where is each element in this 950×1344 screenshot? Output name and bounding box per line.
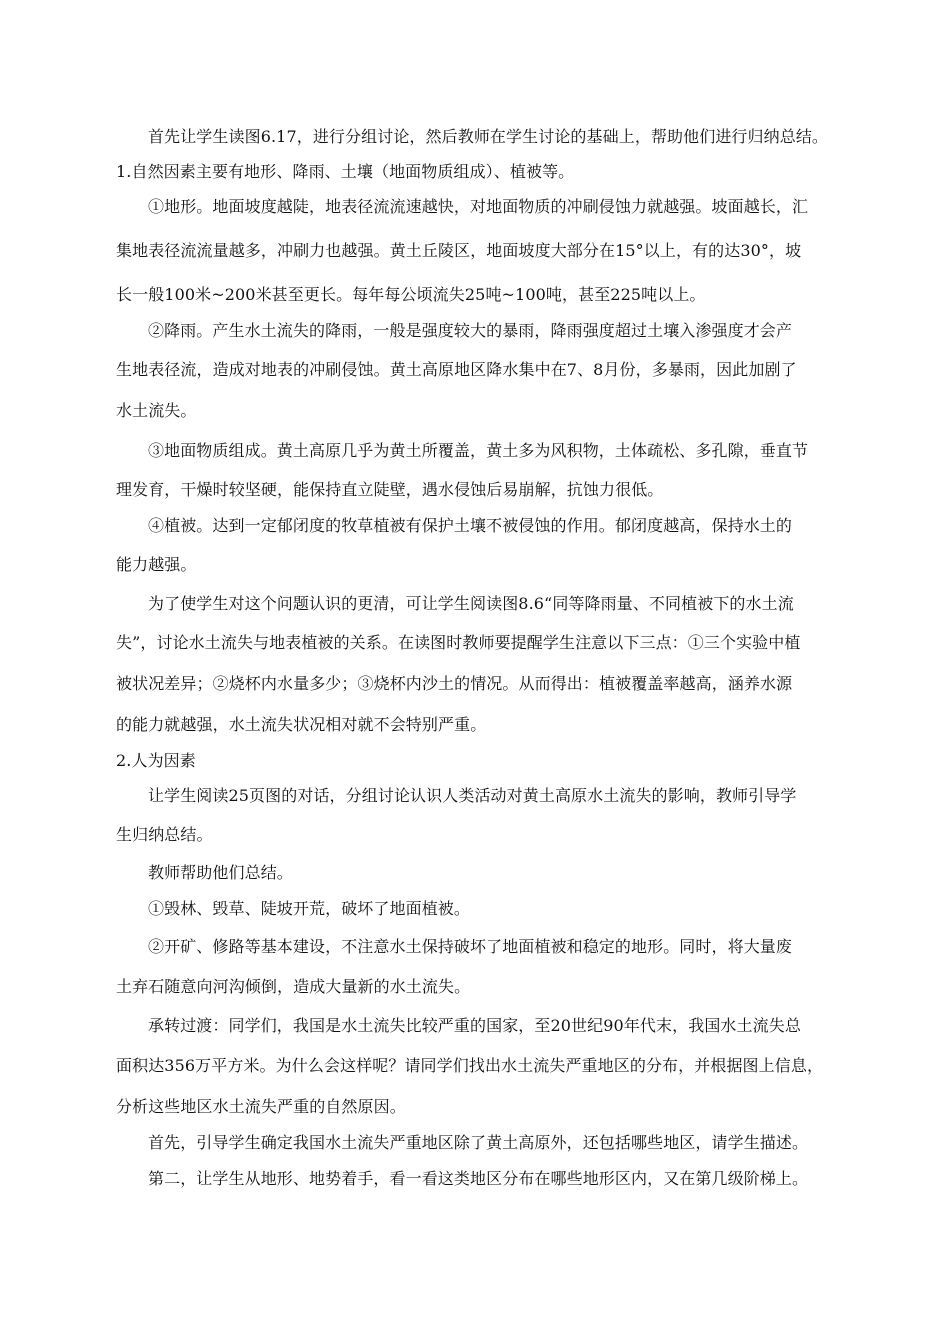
paragraph-vegetation-line-1: ④植被。达到一定郁闭度的牧草植被有保护土壤不被侵蚀的作用。郁闭度越高，保持水土的 <box>148 516 793 535</box>
paragraph-figure-line-4: 的能力就越强，水土流失状况相对就不会特别严重。 <box>116 715 487 734</box>
heading-natural-factors: 1.自然因素主要有地形、降雨、土壤（地面物质组成）、植被等。 <box>116 162 575 181</box>
list-item-construction-line-1: ②开矿、修路等基本建设，不注意水土保持破坏了地面植被和稳定的地形。同时，将大量废 <box>148 937 793 956</box>
paragraph-transition-line-2: 面积达356万平方米。为什么会这样呢？请同学们找出水土流失严重地区的分布，并根据图上信息， <box>116 1056 824 1075</box>
paragraph-terrain-line-1: ①地形。地面坡度越陡，地表径流流速越快，对地面物质的冲刷侵蚀力就越强。坡面越长，汇 <box>148 197 809 216</box>
paragraph-figure-line-1: 为了使学生对这个问题认识的更清，可让学生阅读图8.6“同等降雨量、不同植被下的水土流 <box>148 594 794 613</box>
paragraph-vegetation-line-2: 能力越强。 <box>116 555 197 574</box>
paragraph-soil-line-2: 理发育，干燥时较坚硬，能保持直立陡壁，遇水侵蚀后易崩解，抗蚀力很低。 <box>116 480 664 499</box>
list-item-construction-line-2: 土弃石随意向河沟倾倒，造成大量新的水土流失。 <box>116 977 471 996</box>
paragraph-rain-line-1: ②降雨。产生水土流失的降雨，一般是强度较大的暴雨，降雨强度超过土壤入渗强度才会产 <box>148 321 793 340</box>
list-item-deforestation: ①毁林、毁草、陡坡开荒，破坏了地面植被。 <box>148 899 471 918</box>
paragraph-figure-line-2: 失”，讨论水土流失与地表植被的关系。在读图时教师要提醒学生注意以下三点：①三个实验中植 <box>116 633 801 652</box>
paragraph-transition-line-3: 分析这些地区水土流失严重的自然原因。 <box>116 1097 406 1116</box>
paragraph-teacher-summary: 教师帮助他们总结。 <box>148 863 293 882</box>
paragraph-second-step: 第二，让学生从地形、地势着手，看一看这类地区分布在哪些地形区内，又在第几级阶梯上。 <box>148 1169 809 1188</box>
paragraph-transition-line-1: 承转过渡：同学们，我国是水土流失比较严重的国家，至20世纪90年代末，我国水土流失总 <box>148 1016 801 1035</box>
paragraph-terrain-line-2: 集地表径流流量越多，冲刷力也越强。黄土丘陵区，地面坡度大部分在15°以上，有的达30°，坡 <box>116 241 802 260</box>
paragraph-human-line-2: 生归纳总结。 <box>116 825 213 844</box>
paragraph-figure-line-3: 被状况差异；②烧杯内水量多少；③烧杯内沙土的情况。从而得出：植被覆盖率越高，涵养水源 <box>116 674 793 693</box>
paragraph-rain-line-2: 生地表径流，造成对地表的冲刷侵蚀。黄土高原地区降水集中在7、8月份，多暴雨，因此加剧了 <box>116 360 797 379</box>
paragraph-intro: 首先让学生读图6.17，进行分组讨论，然后教师在学生讨论的基础上，帮助他们进行归纳总结。 <box>148 127 829 146</box>
heading-human-factors: 2.人为因素 <box>116 751 196 770</box>
paragraph-first-step: 首先，引导学生确定我国水土流失严重地区除了黄土高原外，还包括哪些地区，请学生描述。 <box>148 1133 809 1152</box>
paragraph-terrain-line-3: 长一般100米~200米甚至更长。每年每公顷流失25吨~100吨，甚至225吨以上。 <box>116 285 706 304</box>
paragraph-rain-line-3: 水土流失。 <box>116 401 197 420</box>
paragraph-soil-line-1: ③地面物质组成。黄土高原几乎为黄土所覆盖，黄土多为风积物，土体疏松、多孔隙，垂直节 <box>148 441 809 460</box>
paragraph-human-line-1: 让学生阅读25页图的对话，分组讨论认识人类活动对黄土高原水土流失的影响，教师引导学 <box>148 786 797 805</box>
